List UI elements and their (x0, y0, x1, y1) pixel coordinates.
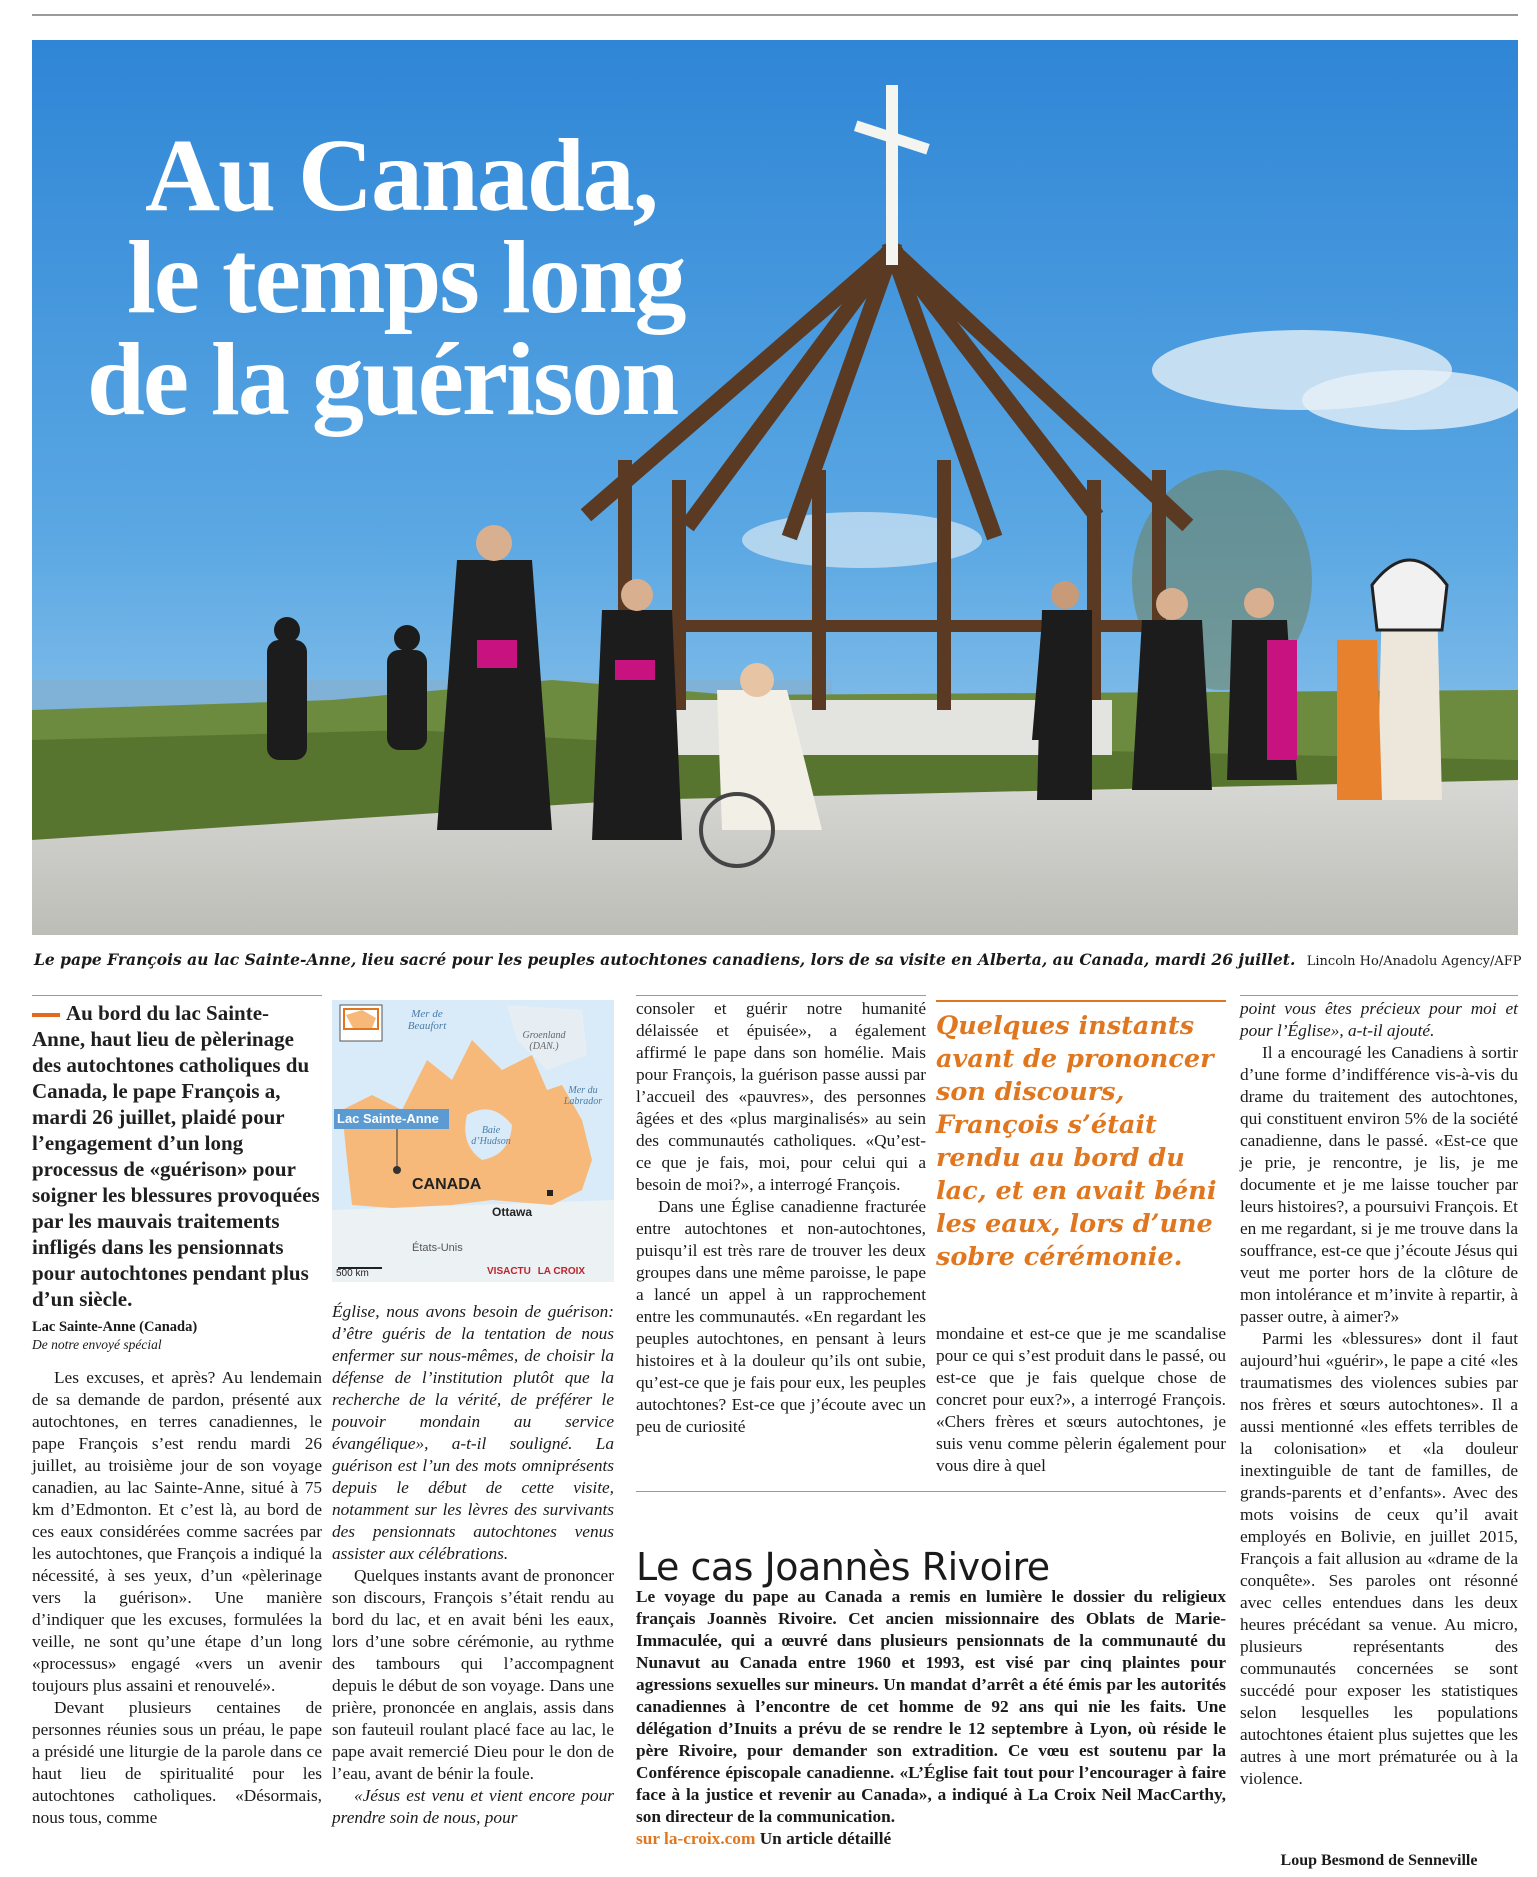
column-rule-3 (636, 995, 926, 996)
map-label-country: CANADA (412, 1176, 482, 1193)
column-rule-1 (32, 995, 322, 996)
column-1 (32, 1367, 322, 1829)
lead-photo (32, 40, 1518, 935)
pullquote-rule (936, 1000, 1226, 1002)
column-3 (636, 998, 926, 1438)
column-rule-5 (1240, 995, 1518, 996)
box-link[interactable]: sur la-croix.com (636, 1829, 756, 1848)
col5-paragraph-1: point vous êtes précieux pour moi et pour l’Église», a-t-il ajouté. (1240, 999, 1518, 1040)
col1-paragraph-1: Les excuses, et après? Au lendemain de sa demande de pardon, présenté aux autochtones, en terres canadiennes, le pape François s’est rendu mardi 26 juillet, au troisième jour de son voyage canadien, au lac Sainte-Anne, situé à 75 km d’Edmonton. Et c’est là, au bord de ces eaux considérées comme sacrées par les autochtones, que François a indiqué la nécessité, à ses yeux, d’un «pèlerinage vers la guérison». Une manière d’indiquer que les excuses, formulées la veille, ne sont qu’une étape d’un long «processus» engagé «vers un avenir toujours plus assaini et renouvelé». (32, 1368, 322, 1695)
headline-line-3: de la guérison (87, 322, 678, 437)
map-label-greenland: Groenland (DAN.) (522, 1030, 566, 1052)
photo-credit: Lincoln Ho/Anadolu Agency/AFP (1306, 954, 1522, 969)
dateline-place: Lac Sainte-Anne (Canada) (32, 1319, 198, 1335)
signature: Loup Besmond de Senneville (1280, 1852, 1478, 1869)
col3-paragraph-1: consoler et guérir notre humanité délaissée et épuisée», a également affirmé le pape dans son homélie. Mais pour François, la guérison passe aussi par l’accueil des «pauvres», des personnes âgées et des «plus marginalisés» au sein des communautés catholiques. «Qu’est-ce que je fais, moi, pour celui qui a besoin de moi?», a interrogé François. (636, 999, 926, 1194)
map-label-hudson: Baie d’Hudson (471, 1125, 511, 1147)
box-link-tail: Un article détaillé (759, 1829, 892, 1848)
map-brand-visactu: VISACTU (487, 1266, 531, 1277)
canada-map (332, 1000, 614, 1282)
col2-paragraph-2: Quelques instants avant de prononcer son discours, François s’était rendu au bord du lac, et en avait béni les eaux, lors d’une sobre cérémonie, au rythme des tambours qui l’accompagnent depuis le début de son voyage. Dans une prière, prononcée en anglais, assis dans son fauteuil roulant placé face au lac, le pape avait remercié Dieu pour le don de l’eau, avant de bénir la foule. (332, 1566, 614, 1783)
col1-paragraph-2: Devant plusieurs centaines de personnes réunies sous un préau, le pape a présidé une liturgie de la parole dans ce haut lieu de spiritualité pour les autochtones catholiques. «Désormais, nous tous, comme (32, 1698, 322, 1827)
col2-paragraph-1: Église, nous avons besoin de guérison: d’être guéris de la tentation de nous enfermer sur nous-mêmes, de choisir la défense de l’institution plutôt que la recherche de la vérité, de préférer le pouvoir mondain au service évangélique», a-t-il souligné. La guérison est l’un des mots omniprésents depuis le début de cette visite, notamment sur les lèvres des survivants des pensionnats autochtones venus assister aux célébrations. (332, 1302, 614, 1563)
headline-line-1: Au Canada, (145, 118, 657, 233)
col4-paragraph-1: mondaine et est-ce que je me scandalise pour ce qui s’est produit dans le passé, ou est-ce que je fais quelque chose de concret pour eux?», a interrogé François. «Chers frères et sœurs autochtones, je suis venu comme pèlerin également pour vous dire à quel (936, 1324, 1226, 1475)
pullquote: Quelques instants avant de prononcer son discours, François s’était rendu au bord du lac, et en avait béni les eaux, lors d’une sobre cérémonie. (936, 1011, 1217, 1272)
col3-paragraph-2: Dans une Église canadienne fracturée entre autochtones et non-autochtones, puisqu’il est très rare de trouver les deux groupes dans une même paroisse, le pape a lancé un appel à un rapprochement entre les communautés. «En regardant les peuples autochtones, en pensant à leurs histoires et à la douleur qu’ils ont subie, qu’est-ce que je fais pour eux, les peuples autochtones? Est-ce que j’écoute avec un peu de curiosité (636, 1197, 926, 1436)
lede (32, 1000, 322, 1312)
dateline-author: De notre envoyé spécial (32, 1337, 162, 1352)
dateline (32, 1318, 322, 1354)
col5-paragraph-3: Parmi les «blessures» dont il faut aujourd’hui «guérir», le pape a cité «les traumatismes des violences subies par nos frères et sœurs autochtones». Il a aussi mentionné «les effets terribles de la colonisation» et «la douleur inextinguible de tant de familles, de grands-parents et d’enfants». Avec des mots voisins de ceux qu’il avait employés en Bolivie, en juillet 2015, François a fait allusion au «drame de la conquête». Ses paroles ont résonné avec celles entendues dans les deux heures précédant sa venue. Au micro, plusieurs représentants des communautés concernées se sont succédé pour exposer les statistiques selon lesquelles les populations autochtones étaient plus sujettes que les autres à une mort prématurée ou à la violence. (1240, 1329, 1518, 1788)
map-label-labrador: Mer du Labrador (563, 1085, 603, 1107)
headline (87, 118, 827, 437)
top-rule (32, 14, 1518, 16)
map-brand (487, 1266, 585, 1277)
column-2 (332, 1301, 614, 1829)
col5-paragraph-2: Il a encouragé les Canadiens à sortir d’une forme d’indifférence vis-à-vis du drame du traitement des autochtones, qui constituent environ 5% de la société canadienne, dans le passé. «Est-ce que je prie, je rencontre, je lis, je me documente et je me laisse toucher par leurs histoires?, a poursuivi François. Et en me regardant, si je me trouve dans la souffrance, est-ce que j’écoute Jésus qui veut me porter hors de la clôture de mon intolérance et m’invite à repartir, à passer outre, à aimer?» (1240, 1043, 1518, 1326)
column-4 (936, 1323, 1226, 1477)
map-label-us: États-Unis (412, 1242, 463, 1254)
box-title: Le cas Joannès Rivoire (636, 1544, 1050, 1589)
map-scale: 500 km (336, 1268, 369, 1279)
headline-line-2: le temps long (127, 220, 685, 335)
map-brand-lacroix: LA CROIX (537, 1266, 586, 1277)
map-label-lake: Lac Sainte-Anne (337, 1111, 439, 1126)
map-label-sea: Mer de Beaufort (407, 1008, 447, 1032)
column-5 (1240, 998, 1518, 1790)
caption-text: Le pape François au lac Sainte-Anne, lieu sacré pour les peuples autochtones canadiens, lors de sa visite en Alberta, au Canada, mardi 26 juillet. (34, 950, 1296, 969)
box-text: Le voyage du pape au Canada a remis en lumière le dossier du religieux français Joannès Rivoire. Cet ancien missionnaire des Oblats de Marie-Immaculée, qui a œuvré dans plusieurs pensionnats de la communauté du Nunavut au Canada entre 1960 et 1993, est visé par cinq plaintes pour agressions sexuelles sur mineurs. Un mandat d’arrêt a été émis par les autorités canadiennes à l’encontre de cet homme de 92 ans qui nie les faits. Une délégation d’Inuits a prévu de se rendre le 12 septembre à Lyon, où réside le père Rivoire, pour demander son extradition. Ce vœu est soutenu par la Conférence épiscopale canadienne. «L’Église fait tout pour l’encourager à faire face à la justice et revenir au Canada», a indiqué à La Croix Neil MacCarthy, son directeur de la communication. (636, 1587, 1226, 1826)
lede-accent-bar (32, 1013, 60, 1017)
photo-caption (34, 950, 1522, 969)
lede-text: Au bord du lac Sainte-Anne, haut lieu de pèlerinage des autochtones catholiques du Canada, le pape François a, mardi 26 juillet, plaidé pour l’engagement d’un long processus de «guérison» pour soigner les blessures provoquées par les mauvais traitements infligés dans les pensionnats pour autochtones pendant plus d’un siècle. (32, 1001, 320, 1311)
box-rule (636, 1491, 1226, 1492)
col2-paragraph-3: «Jésus est venu et vient encore pour prendre soin de nous, pour (332, 1786, 614, 1827)
map-label-capital: Ottawa (492, 1205, 533, 1219)
box-body (636, 1586, 1226, 1850)
